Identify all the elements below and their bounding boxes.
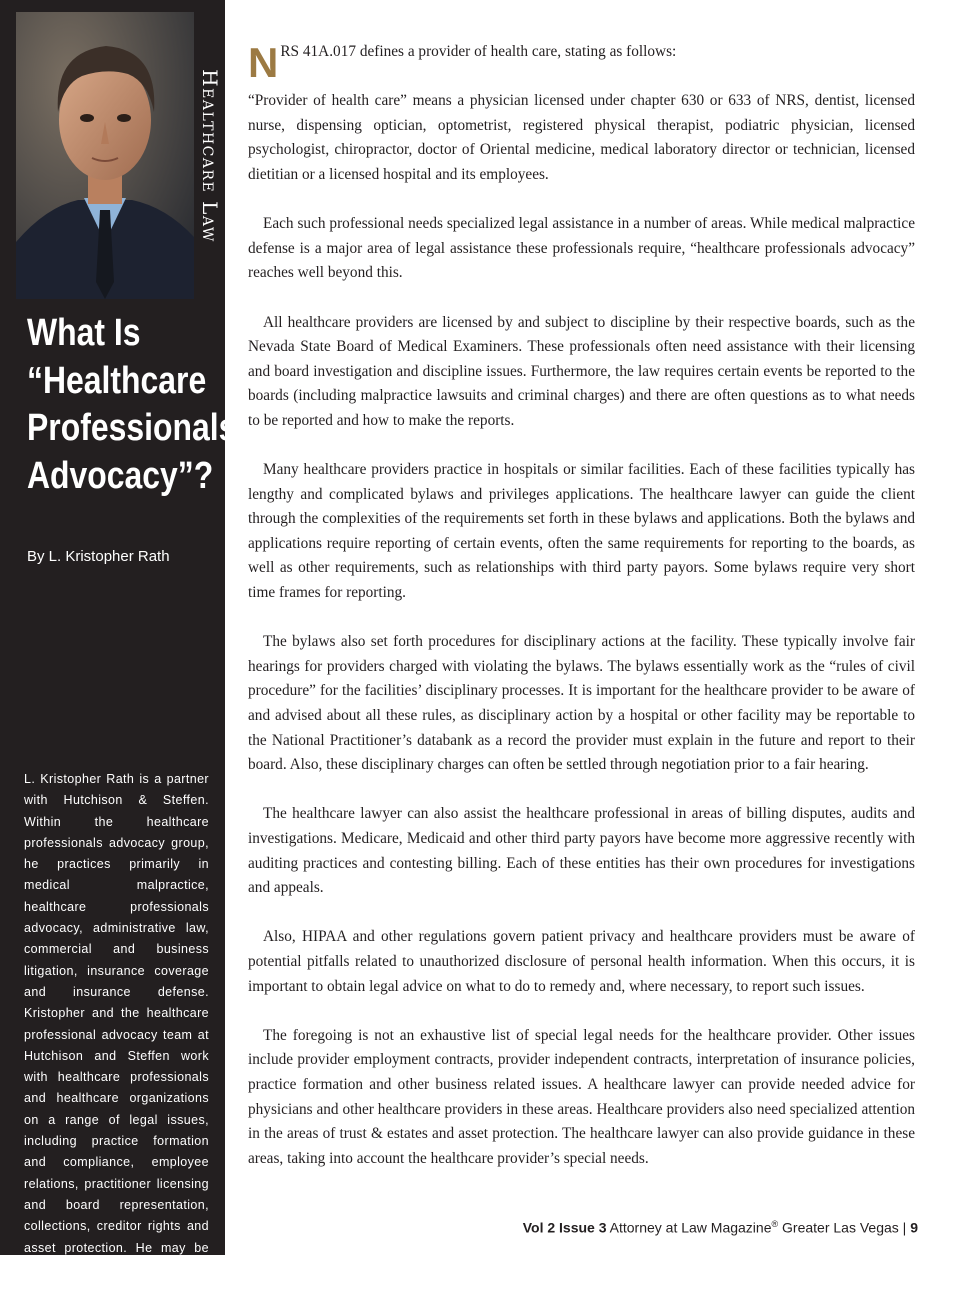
title-line: Advocacy”? xyxy=(27,454,214,497)
sidebar xyxy=(0,0,237,1298)
footer-separator: | xyxy=(902,1219,907,1236)
page-number: 9 xyxy=(910,1219,918,1236)
first-paragraph-text: RS 41A.017 defines a provider of health care, stating as follows: xyxy=(280,43,677,60)
article-paragraph: “Provider of health care” means a physician licensed under chapter 630 or 633 of NRS, dentist, licensed nurse, dispensing optician, optometrist, registered physical therapist, podiatric physician, licensed psychologist, chiropractor, doctor of Oriental medicine, medical laboratory director or technician, licensed dietitian or a licensed hospital and its employees. xyxy=(248,92,915,183)
drop-cap: N xyxy=(248,39,279,86)
article-paragraph: Also, HIPAA and other regulations govern patient privacy and healthcare providers must be aware of potential pitfalls related to unauthorized disclosure of personal health information. When this occurs, it is important to obtain legal advice on what to do to remedy and, where necessary, to report such issues. xyxy=(248,928,915,995)
article-paragraph xyxy=(248,39,915,86)
article-paragraph: The foregoing is not an exhaustive list of special legal needs for the healthcare provider. Other issues include provider employment contracts, provider independent contracts, interpretation of insurance policies, practice formation and other business related issues. A healthcare lawyer can provide needed advice for physicians and other healthcare providers in these areas. Healthcare providers also need specialized attention in the areas of trust & estates and asset protection. The healthcare lawyer can also provide guidance in these areas, taking into account the healthcare provider’s special needs. xyxy=(248,1026,915,1167)
article-paragraph: All healthcare providers are licensed by and subject to discipline by their respective boards, such as the Nevada State Board of Medical Examiners. These professionals often need assistance with their licensing and board investigation and discipline issues. Furthermore, the law requires certain events be reported to the boards (including malpractice lawsuits and criminal charges) and there are often questions as to what needs to be reported and how to make the reports. xyxy=(248,313,915,429)
author-byline: By L. Kristopher Rath xyxy=(27,548,170,565)
magazine-name: Attorney at Law Magazine xyxy=(609,1219,772,1236)
registered-mark: ® xyxy=(771,1219,779,1229)
section-label-text: Healthcare Law xyxy=(197,68,222,243)
article-title xyxy=(27,310,237,500)
author-portrait-photo xyxy=(16,12,194,299)
article-paragraph: The healthcare lawyer can also assist the healthcare professional in areas of billing disputes, audits and investigations. Medicare, Medicaid and other third party payors have become more aggressive recently with auditing practices and contesting billing. Each of these entities has their own procedures for investigations and appeals. xyxy=(248,805,915,897)
title-line: What Is xyxy=(27,312,141,354)
section-label xyxy=(194,12,225,299)
page-footer xyxy=(523,1219,918,1236)
portrait-illustration xyxy=(16,12,194,299)
title-line: “Healthcare xyxy=(27,359,207,402)
author-bio: L. Kristopher Rath is a partner with Hutchison & Steffen. Within the healthcare professionals advocacy group, he practices primarily in medical malpractice, healthcare professionals advocacy, administrative law, commercial and business litigation, insurance coverage and insurance defense. Kristopher and the healthcare professional advocacy team at Hutchison and Steffen work with healthcare professionals and healthcare organizations on a range of legal issues, including practice formation and compliance, employee relations, practitioner licensing and board representation, collections, creditor rights and asset protection. He may be reached at hutchlegal.com or (702)385-2500. xyxy=(24,772,209,1298)
article-paragraph: Many healthcare providers practice in hospitals or similar facilities. Each of these facilities typically has lengthy and complicated bylaws and privileges applications. The healthcare lawyer can guide the client through the complexities of the requirements set forth in these bylaws and applications. Both the bylaws and applications require reporting of certain events, often the same requirements for reporting to the boards, as well as other requirements, such as relationships with third party payors. Some bylaws require very short time frames for reporting. xyxy=(248,461,915,602)
issue-label: Vol 2 Issue 3 xyxy=(522,1219,607,1236)
title-line: Professionals xyxy=(27,407,237,449)
region-name: Greater Las Vegas xyxy=(782,1219,899,1236)
article-body xyxy=(248,40,915,1196)
article-paragraph: Each such professional needs specialized legal assistance in a number of areas. While medical malpractice defense is a major area of legal assistance these professionals require, “healthcare professionals advocacy” reaches well beyond this. xyxy=(248,215,915,282)
article-paragraph: The bylaws also set forth procedures for disciplinary actions at the facility. These typically involve fair hearings for providers charged with violating the bylaws. The bylaws essentially work as the “rules of civil procedure” for the facilities’ disciplinary processes. It is important for the healthcare provider to be aware of and advised about all these rules, as disciplinary action by a hospital or other facility may be reportable to the National Practitioner’s databank as a record the provider must explain in the future and report to their board. Also, these disciplinary charges can often be settled through negotiation prior to a fair hearing. xyxy=(248,633,915,774)
